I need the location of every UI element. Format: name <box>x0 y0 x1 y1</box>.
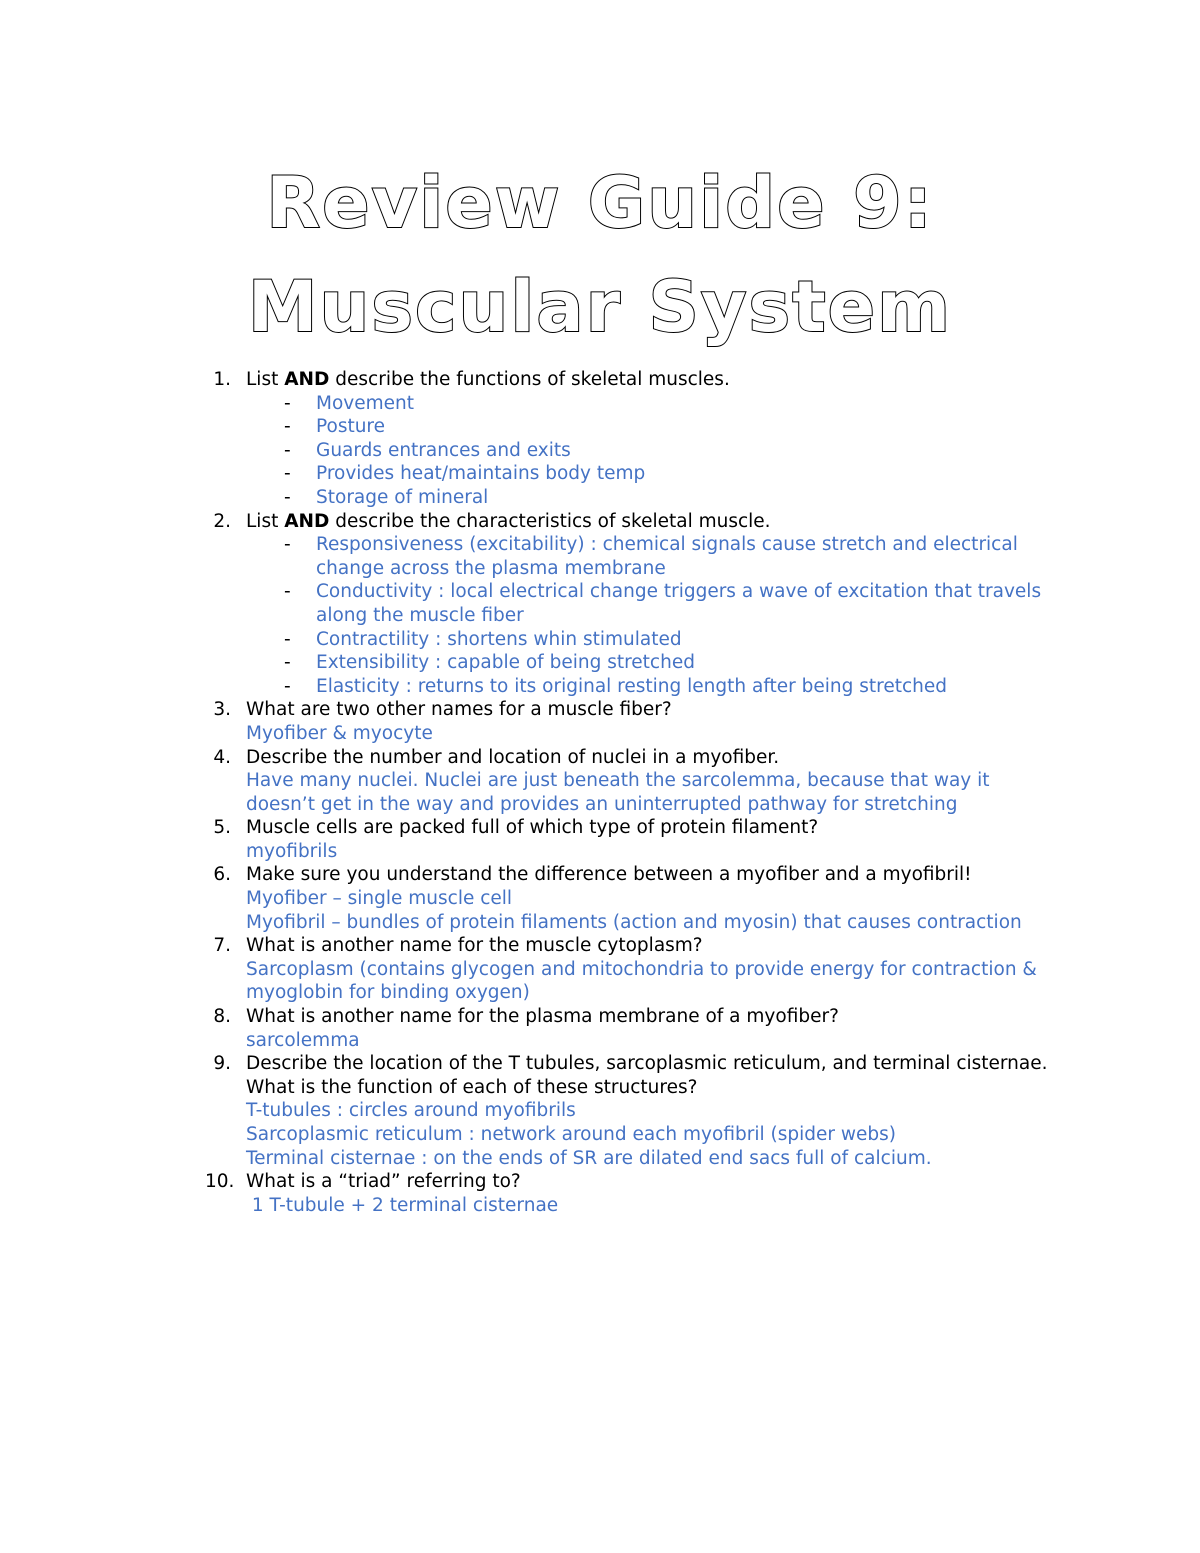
question-text-pre: List <box>246 510 285 532</box>
question-text <box>246 510 1055 534</box>
question-2 <box>205 510 1055 699</box>
dash-bullet-icon: - <box>284 463 291 485</box>
answer-text: sarcolemma <box>246 1029 360 1051</box>
page-title-line-1: Review Guide 9: <box>266 162 934 244</box>
answer-text: Elasticity : returns to its original resting length after being stretched <box>316 675 948 697</box>
question-number: 10. <box>205 1171 235 1193</box>
dash-bullet-icon: - <box>284 652 291 674</box>
answer-text: Posture <box>316 416 386 438</box>
answer-text: Myofiber & myocyte <box>246 722 433 744</box>
answer-bullet-list <box>246 533 1055 698</box>
answer-text: Sarcoplasmic reticulum : network around each myofibril (spider webs) <box>246 1124 896 1145</box>
dash-bullet-icon: - <box>284 628 291 650</box>
question-8 <box>205 1005 1055 1052</box>
question-7 <box>205 934 1055 1005</box>
answer-bullet <box>246 628 1055 652</box>
question-text: What is another name for the plasma membrane of a myofiber? <box>246 1006 839 1028</box>
question-number: 7. <box>213 935 231 957</box>
answer-text: Sarcoplasm (contains glycogen and mitochondria to provide energy for contraction & myoglobin for binding oxygen) <box>246 958 1037 1004</box>
dash-bullet-icon: - <box>284 392 291 414</box>
question-text-post: describe the functions of skeletal muscles. <box>329 369 730 390</box>
answer-text: Responsiveness (excitability) : chemical signals cause stretch and electrical change across the plasma membrane <box>316 534 1018 579</box>
question-text: What are two other names for a muscle fiber? <box>246 699 672 721</box>
question-number: 6. <box>213 864 231 886</box>
answer-text: Provides heat/maintains body temp <box>316 463 646 485</box>
question-1 <box>205 368 1055 510</box>
dash-bullet-icon: - <box>284 416 291 438</box>
question-text-pre: List <box>246 369 285 390</box>
answer-text: Contractility : shortens whin stimulated <box>316 628 682 650</box>
answer-bullet <box>246 439 1055 463</box>
page-title-line-2: Muscular System <box>247 266 953 348</box>
dash-bullet-icon: - <box>284 534 291 556</box>
answer-text: Storage of mineral <box>316 486 489 508</box>
question-number: 2. <box>213 510 231 532</box>
answer-text: 1 T-tubule + 2 terminal cisternae <box>246 1194 559 1216</box>
question-number: 8. <box>213 1006 231 1028</box>
question-text <box>246 368 1055 392</box>
dash-bullet-icon: - <box>284 486 291 508</box>
question-text: Make sure you understand the difference between a myofiber and a myofibril! <box>246 864 972 886</box>
answer-text: Have many nuclei. Nuclei are just beneath the sarcolemma, because that way it doesn’t get in the way and provides an uninterrupted pathway for stretching <box>246 770 990 815</box>
question-number: 1. <box>213 369 231 390</box>
dash-bullet-icon: - <box>284 581 291 603</box>
answer-bullet <box>246 415 1055 439</box>
dash-bullet-icon: - <box>284 439 291 461</box>
question-text: What is another name for the muscle cytoplasm? <box>246 935 703 957</box>
question-number: 4. <box>213 746 231 768</box>
answer-bullet-list <box>246 392 1055 510</box>
answer-bullet <box>246 462 1055 486</box>
question-3 <box>205 698 1055 745</box>
answer-bullet <box>246 486 1055 510</box>
question-text-emphasis: AND <box>284 510 330 532</box>
question-4 <box>205 746 1055 817</box>
question-text: Muscle cells are packed full of which type of protein filament? <box>246 817 819 839</box>
question-text-emphasis: AND <box>284 369 330 390</box>
question-5 <box>205 816 1055 863</box>
question-number: 9. <box>213 1053 231 1075</box>
question-9 <box>205 1052 1055 1170</box>
answer-text: Movement <box>316 392 414 414</box>
question-10 <box>205 1170 1055 1217</box>
answer-text: myofibrils <box>246 840 338 862</box>
answer-text: Extensibility : capable of being stretched <box>316 652 695 674</box>
question-list <box>205 368 1055 1217</box>
answer-text: Myofibril – bundles of protein filaments (action and myosin) that causes contraction <box>246 911 1022 933</box>
answer-text: Myofiber – single muscle cell <box>246 888 513 910</box>
answer-text: T-tubules : circles around myofibrils <box>246 1100 576 1122</box>
answer-bullet <box>246 533 1055 580</box>
answer-bullet <box>246 392 1055 416</box>
answer-text: Conductivity : local electrical change triggers a wave of excitation that travels along the muscle fiber <box>316 581 1042 626</box>
answer-text: Terminal cisternae : on the ends of SR are dilated end sacs full of calcium. <box>246 1147 932 1169</box>
answer-bullet <box>246 675 1055 699</box>
answer-bullet <box>246 580 1055 627</box>
question-6 <box>205 863 1055 934</box>
dash-bullet-icon: - <box>284 675 291 697</box>
answer-bullet <box>246 651 1055 675</box>
question-text: What is a “triad” referring to? <box>246 1171 521 1193</box>
answer-text: Guards entrances and exits <box>316 439 571 461</box>
question-text: Describe the location of the T tubules, sarcoplasmic reticulum, and terminal cisternae. What is the function of each of these structures? <box>246 1053 1048 1098</box>
question-text: Describe the number and location of nuclei in a myofiber. <box>246 746 780 768</box>
question-text-post: describe the characteristics of skeletal muscle. <box>329 510 771 532</box>
question-number: 3. <box>213 699 231 721</box>
question-number: 5. <box>213 817 231 839</box>
